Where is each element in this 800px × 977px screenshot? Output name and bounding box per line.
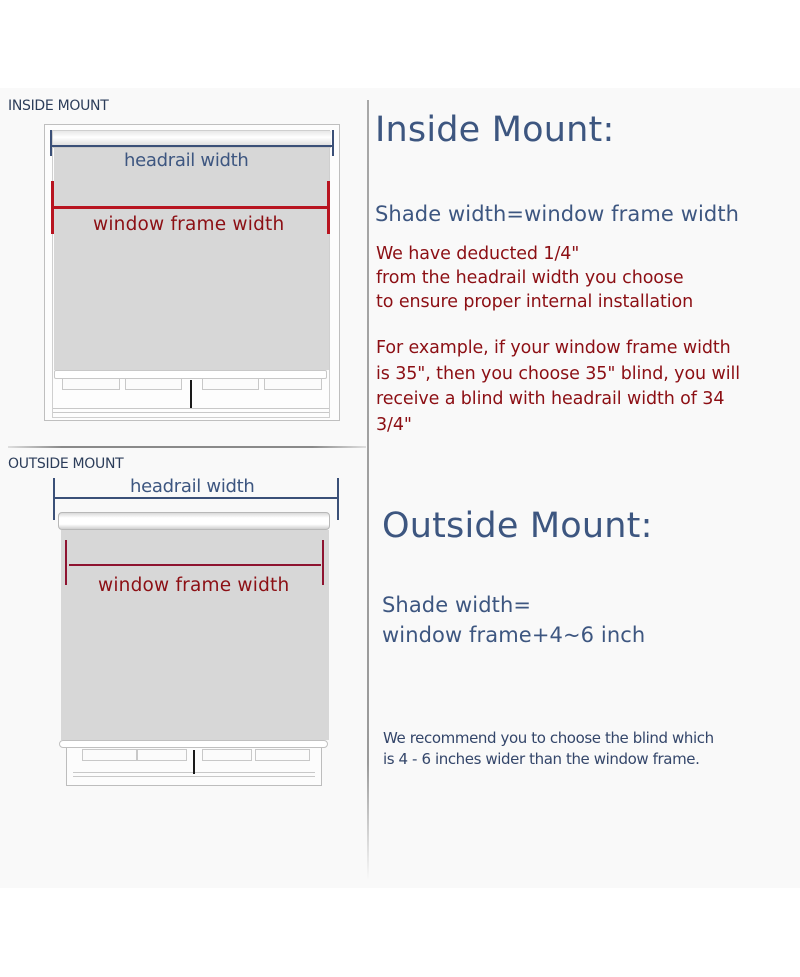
deduction-line: We have deducted 1/4" xyxy=(376,244,580,264)
window-pane xyxy=(125,378,182,390)
frame-measure-line xyxy=(69,564,321,566)
outside-mount-formula xyxy=(382,590,645,650)
vertical-divider xyxy=(367,100,369,880)
deduction-line: from the headrail width you choose xyxy=(376,268,684,288)
headrail-width-label: headrail width xyxy=(124,150,249,171)
inside-mount-formula: Shade width=window frame width xyxy=(375,202,740,226)
example-line: For example, if your window frame width xyxy=(376,338,731,358)
window-pane xyxy=(255,749,310,761)
headrail-measure-right-tick xyxy=(332,130,334,156)
window-pane xyxy=(264,378,322,390)
example-line: 3/4" xyxy=(376,414,412,435)
headrail-measure-line xyxy=(51,145,333,147)
recommendation-line: is 4 - 6 inches wider than the window frame. xyxy=(383,750,700,768)
window-pane xyxy=(202,378,259,390)
formula-line: window frame+4~6 inch xyxy=(382,623,646,647)
headrail-measure-left-tick xyxy=(50,130,52,156)
frame-measure-left-tick xyxy=(65,540,67,585)
headrail-measure-right-tick xyxy=(337,478,339,520)
headrail-width-label: headrail width xyxy=(130,476,255,497)
pull-cord xyxy=(190,380,192,408)
window-pane xyxy=(82,749,137,761)
deduction-line: to ensure proper internal installation xyxy=(376,292,694,312)
window-pane xyxy=(137,749,187,761)
example-line: is 35", then you choose 35" blind, you will xyxy=(376,363,741,384)
frame-measure-line xyxy=(52,206,329,209)
window-frame-width-label: window frame width xyxy=(93,214,285,235)
inside-mount-diagram-label: INSIDE MOUNT xyxy=(8,98,109,114)
window-pane xyxy=(62,378,120,390)
headrail-measure-left-tick xyxy=(53,478,55,520)
frame-measure-right-tick xyxy=(322,540,324,585)
inside-mount-title: Inside Mount: xyxy=(375,110,615,150)
horizontal-divider xyxy=(8,446,366,448)
example-line: receive a blind with headrail width of 34 xyxy=(376,389,725,409)
bottom-bar xyxy=(59,740,328,748)
window-frame-width-label: window frame width xyxy=(98,575,290,596)
headrail xyxy=(58,512,330,530)
pull-cord xyxy=(193,750,195,774)
recommendation-note xyxy=(383,728,714,770)
headrail-measure-line xyxy=(54,497,338,499)
example-note xyxy=(376,336,740,438)
shade-fabric xyxy=(61,530,329,740)
window-pane xyxy=(202,749,252,761)
outside-mount-title: Outside Mount: xyxy=(382,506,653,546)
window-sill xyxy=(53,408,329,413)
recommendation-line: We recommend you to choose the blind which xyxy=(383,729,714,747)
formula-line: Shade width= xyxy=(382,593,532,617)
shade-fabric xyxy=(54,148,329,370)
outside-mount-diagram-label: OUTSIDE MOUNT xyxy=(8,456,124,472)
deduction-note xyxy=(376,242,693,314)
